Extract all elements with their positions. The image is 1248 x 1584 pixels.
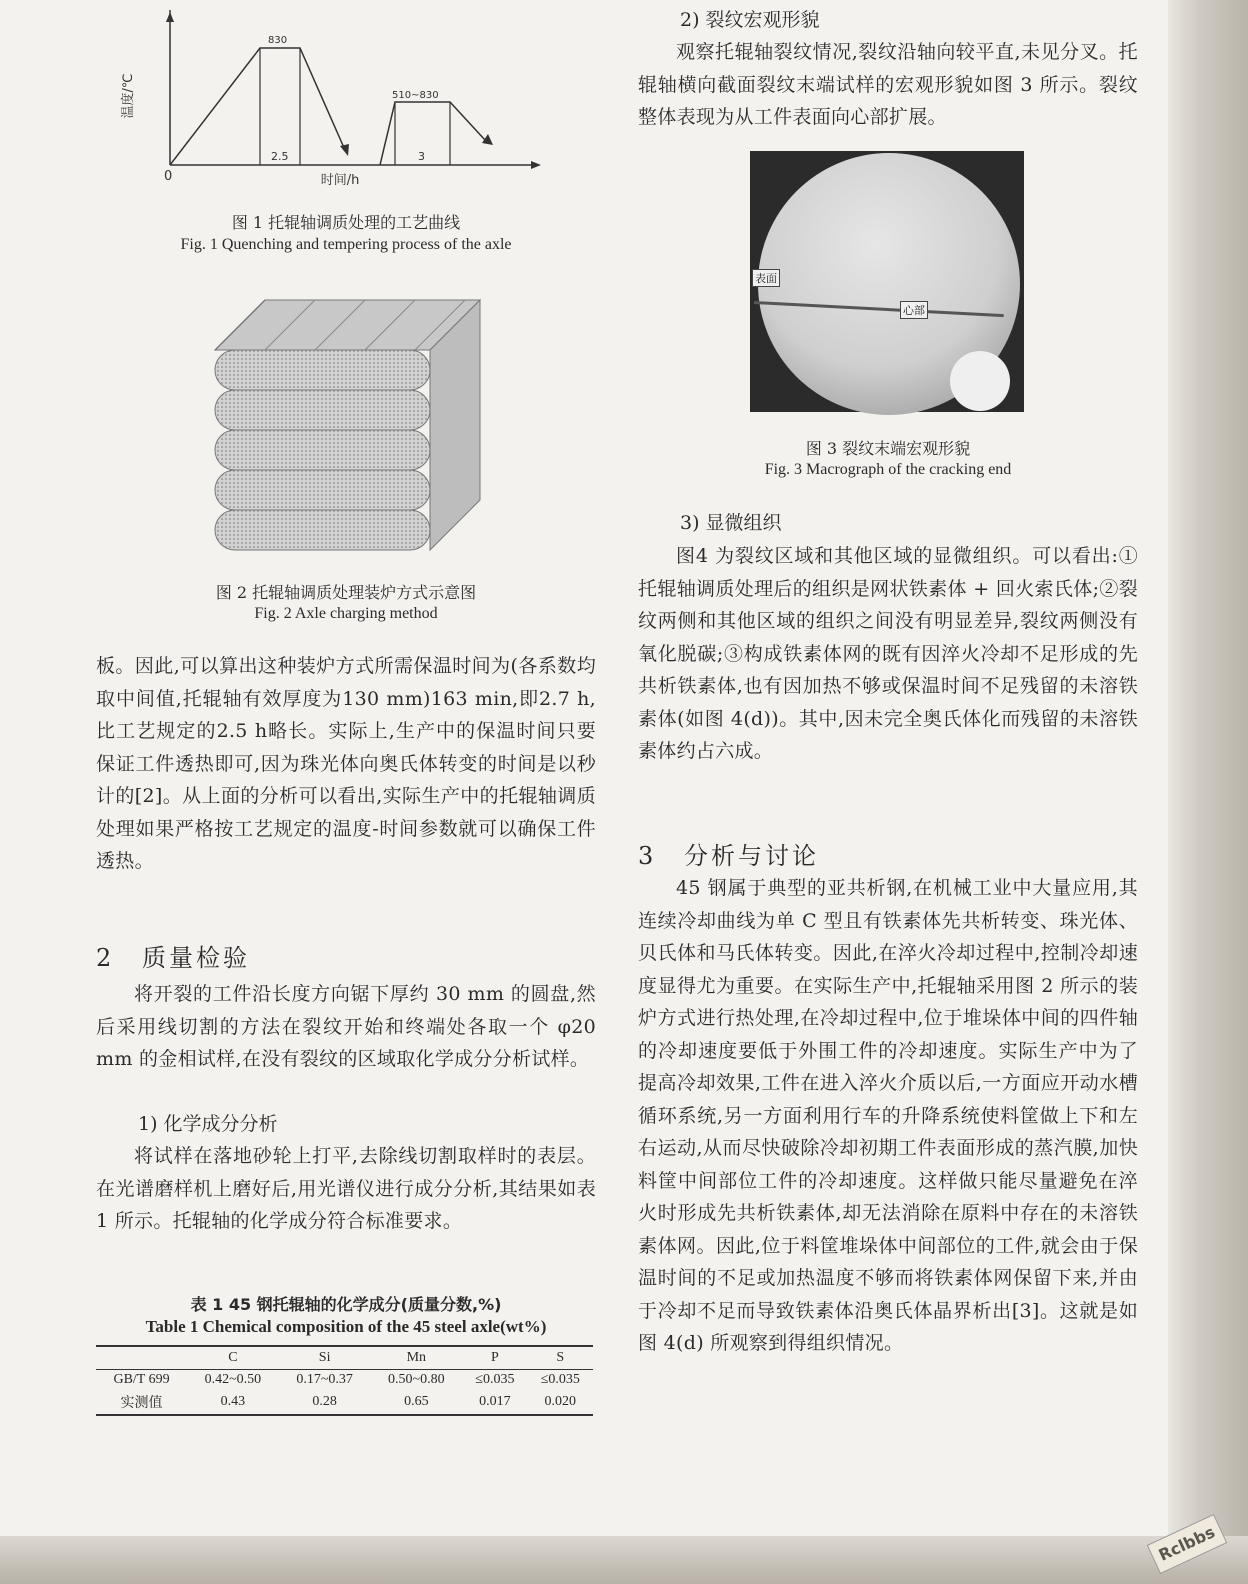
table-header-cell: P: [462, 1346, 527, 1370]
subheading-macro: 2) 裂纹宏观形貌: [680, 9, 820, 31]
quench-curve: [170, 48, 345, 165]
section2-title: 质量检验: [142, 944, 250, 972]
table-header-cell: Si: [279, 1346, 371, 1370]
table-cell: 0.42~0.50: [204, 1372, 262, 1387]
figure3-caption-en: Fig. 3 Macrograph of the cracking end: [764, 461, 1012, 478]
subheading-chemical: 1) 化学成分分析: [138, 1113, 278, 1135]
table-row: [96, 1370, 593, 1391]
subheading-micro: 3) 显微组织: [680, 512, 782, 534]
section3-number: 3: [638, 842, 657, 870]
left-paragraph-sampling: 将开裂的工件沿长度方向锯下厚约 30 mm 的圆盘,然后采用线切割的方法在裂纹开始和终端处各取一个 φ20 mm 的金相试样,在没有裂纹的区域取化学成分分析试样。: [96, 983, 596, 1070]
figure3-caption-cn: 图 3 裂纹末端宏观形貌: [805, 439, 971, 458]
figure3-macrograph: [750, 151, 1024, 412]
table-header-cell: S: [528, 1346, 593, 1370]
table-cell: ≤0.035: [475, 1372, 515, 1387]
table-cell: ≤0.035: [540, 1372, 580, 1387]
temp2-label: 510~830: [392, 90, 439, 101]
figure1-caption-en: Fig. 1 Quenching and tempering process of the axle: [180, 236, 512, 253]
left-paragraph-heating: 板。因此,可以算出这种装炉方式所需保温时间为(各系数均取中间值,托辊轴有效厚度为130 mm)163 min,即2.7 h,比工艺规定的2.5 h略长。实际上,生产中的保温时间只要保证工件透热即可,因为珠光体向奥氏体转变的时间是以秒计的[2]。从上面的分析可以看出,实际生产中的托辊轴调质处理如果严格按工艺规定的温度-时间参数就可以确保工件透热。: [96, 655, 596, 872]
table-cell: 0.43: [187, 1390, 279, 1415]
section2-heading: [96, 938, 250, 973]
temper-curve: [380, 102, 485, 165]
figure2-caption-en: Fig. 2 Axle charging method: [254, 605, 438, 622]
right-paragraph-discussion: 45 钢属于典型的亚共析钢,在机械工业中大量应用,其连续冷却曲线为单 C 型且有铁素体先共析转变、珠光体、贝氏体和马氏体转变。因此,在淬火冷却过程中,控制冷却速度显得尤为重要。在实际生产中,托辊轴采用图 2 所示的装炉方式进行热处理,在冷却过程中,位于堆垛体中间的四件轴的冷却速度要低于外围工件的冷却速度。实际生产中为了提高冷却效果,工件在进入淬火介质以后,一方面应开动水槽循环系统,另一方面利用行车的升降系统使料筐做上下和左右运动,从而尽快破除冷却初期工件表面形成的蒸汽膜,加快料筐中间部位工件的冷却速度。这样做只能尽量避免在淬火时形成先共析铁素体,却无法消除在原料中存在的未溶铁素体网。因此,位于料筐堆垛体中间部位的工件,就会由于保温时间的不足或加热温度不够而将铁素体网保留下来,并由于冷却不足而导致铁素体沿奥氏体晶界析出[3]。这就是如图 4(d) 所观察到得组织情况。: [638, 877, 1138, 1354]
left-paragraph-chemical: 将试样在落地砂轮上打平,去除线切割取样时的表层。在光谱磨样机上磨好后,用光谱仪进行成分分析,其结果如表1 所示。托辊轴的化学成分符合标准要求。: [96, 1145, 596, 1232]
table-cell: GB/T 699: [113, 1372, 170, 1387]
right-paragraph-micro: 图4 为裂纹区域和其他区域的显微组织。可以看出:①托辊轴调质处理后的组织是网状铁素体 + 回火索氏体;②裂纹两侧和其他区域的组织之间没有明显差异,裂纹两侧没有氧化脱碳;③构成铁素体网的既有因淬火冷却不足形成的先共析铁素体,也有因加热不够或保温时间不足残留的未溶铁素体(如图 4(d))。其中,因未完全奥氏体化而残留的未溶铁素体约占六成。: [638, 545, 1138, 762]
page-edge-shadow: [1168, 0, 1248, 1584]
table-cell: 0.65: [370, 1390, 462, 1415]
table-cell: 0.017: [462, 1390, 527, 1415]
label-core: 心部: [900, 301, 928, 319]
table1-caption-en: Table 1 Chemical composition of the 45 steel axle(wt%): [145, 1317, 547, 1336]
hold1-label: 2.5: [271, 150, 289, 163]
table-cell: 实测值: [96, 1390, 187, 1415]
temp1-label: 830: [268, 35, 288, 46]
table-cell: 0.28: [279, 1390, 371, 1415]
table-header-cell: C: [187, 1346, 279, 1370]
table-header-cell: Mn: [370, 1346, 462, 1370]
table-cell: 0.17~0.37: [296, 1372, 353, 1387]
hold2-label: 3: [418, 150, 425, 163]
section3-title: 分析与讨论: [684, 842, 819, 870]
figure2-axle-stack: [205, 290, 490, 565]
figure1-process-curve: [121, 10, 560, 190]
table1-caption-cn: 表 1 45 钢托辊轴的化学成分(质量分数,%): [190, 1295, 502, 1314]
origin-label: 0: [164, 169, 173, 184]
glare-spot: [950, 351, 1010, 411]
figure2-caption-cn: 图 2 托辊轴调质处理装炉方式示意图: [215, 583, 477, 602]
watermark-logo: Rclbbs: [1147, 1514, 1228, 1574]
right-paragraph-macro: 观察托辊轴裂纹情况,裂纹沿轴向较平直,未见分叉。托辊轴横向截面裂纹末端试样的宏观形貌如图 3 所示。裂纹整体表现为从工件表面向心部扩展。: [638, 41, 1138, 128]
label-surface: 表面: [752, 269, 780, 287]
y-axis-label: 温度/℃: [121, 73, 136, 119]
section2-number: 2: [96, 944, 115, 972]
page-bottom-shadow: [0, 1536, 1248, 1584]
table1-chemical-composition: [96, 1345, 593, 1416]
x-axis-label: 时间/h: [320, 173, 360, 188]
table-row: [96, 1390, 593, 1415]
table-header-cell: [96, 1346, 187, 1370]
figure1-caption-cn: 图 1 托辊轴调质处理的工艺曲线: [231, 213, 461, 232]
table-cell: 0.020: [528, 1390, 593, 1415]
table-cell: 0.50~0.80: [388, 1372, 445, 1387]
table-header-row: [96, 1346, 593, 1370]
section3-heading: [638, 836, 819, 871]
